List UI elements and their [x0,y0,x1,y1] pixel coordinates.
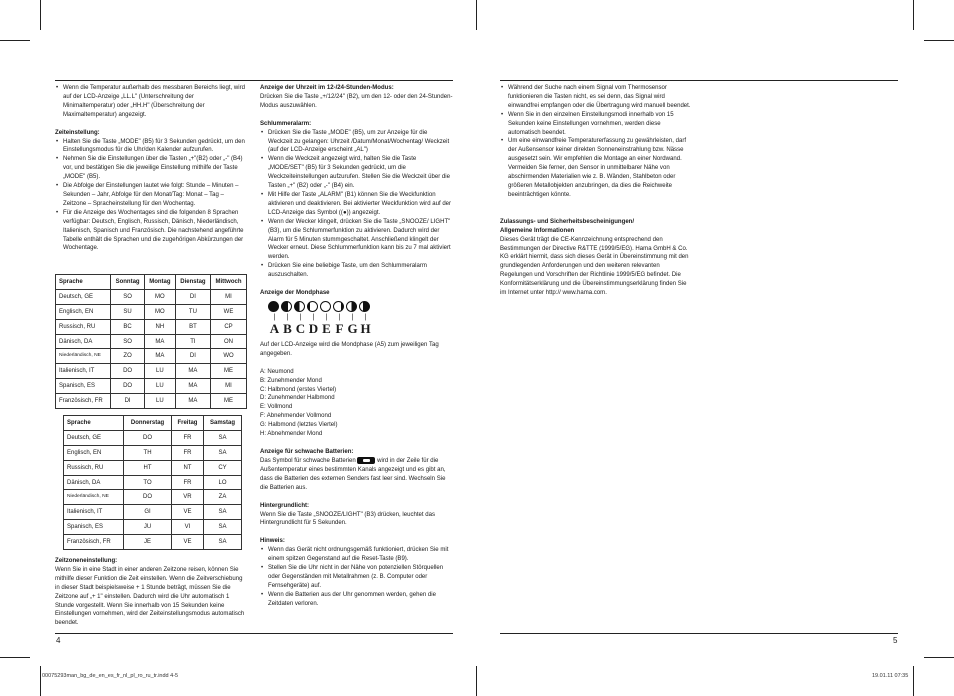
table-cell: Niederländisch, NE [56,349,111,364]
table-cell: MA [175,379,210,394]
zeit-bullet: • Nehmen Sie die Einstellungen über die Tasten „+"(B2) oder „-" (B4) vor, und bestätigen Sie die jeweilige Einstellung mithilfe der Taste „MODE" (B5). [55,155,247,182]
table-cell: Englisch, EN [64,445,124,460]
section-heading-zeit: Zeiteinstellung: [55,129,100,136]
table-row [56,289,247,304]
zeit-bullet: • Die Abfolge der Einstellungen lautet wie folgt: Stunde – Minuten – Sekunden – Jahr, Abfolge für den Monat/Tag: Monat – Tag – Zeitzone – Spracheinstellung für den Wochentag. [55,182,247,209]
table-row [64,520,242,535]
column-1 [55,84,247,253]
hint-bullet: • Wenn das Gerät nicht ordnungsgemäß funktioniert, drücken Sie mit einem spitzen Gegenstand auf die Reset-Taste (B9). [260,546,453,564]
table-row [64,535,242,550]
section-heading-ce-2: Allgemeine Informationen [500,227,575,234]
table-header-row [64,416,242,431]
footer-filename: 00075293man_bg_de_en_es_fr_nl_pl_ro_ru_tr.indd 4-5 [42,673,179,679]
table-cell: DI [111,394,145,409]
spine-mark [476,666,477,696]
moon-phase-letters [260,322,453,336]
table-cell: HT [124,460,172,475]
moon-phase-icons [260,301,453,312]
table-cell: SA [203,430,241,445]
table-cell: MA [175,394,210,409]
table-cell: VI [171,520,203,535]
table-cell: SO [111,289,145,304]
table-row [56,349,247,364]
moon-list-item: G: Halbmond (letztes Viertel) [260,422,338,429]
battery-text [260,457,453,493]
table-cell: FR [171,475,203,490]
bottom-rule-right [500,633,898,634]
info-bullet: • Während der Suche nach einem Signal vom Thermosensor funktionieren die Tasten nicht, es sei denn, das Signal wird einwandfrei empfangen oder die Übertragung wird manuell beendet. [500,84,692,111]
table-header-cell: Donnerstag [124,416,172,431]
moon-phase-c-icon [294,301,305,312]
table-row [64,475,242,490]
table-cell: ZA [203,490,241,505]
moon-letter: D [308,320,319,336]
table-cell: SA [203,505,241,520]
table-cell: MI [211,289,247,304]
table-header-cell: Sprache [64,416,124,431]
moon-letter: E [322,320,331,336]
table-row [56,334,247,349]
alarm-bullet: • Drücken Sie die Taste „MODE" (B5), um zur Anzeige für die Weckzeit zu gelangen: Uhrzeit /Datum/Monat/Wochentag/ Weckzeit (auf der LCD-Anzeige erscheint „AL") [260,129,453,156]
table-cell: WE [211,304,247,319]
table-row [56,394,247,409]
battery-text-end: wird in der Zeile für die Außentemperatur eines bestimmten Kanals angezeigt und es gibt an, dass die Batterien des externen Senders fast leer sind. Wechseln Sie die Batterien aus. [260,458,446,491]
table-header-cell: Dienstag [175,275,210,290]
moon-letter: H [360,320,371,336]
moon-list-item: E: Vollmond [260,404,293,411]
table-cell: VE [171,535,203,550]
table-cell: GI [124,505,172,520]
page-number-right: 5 [893,636,898,645]
table-row [64,460,242,475]
table-cell: NH [144,319,175,334]
column-3 [500,84,692,298]
table-cell: Italienisch, IT [56,364,111,379]
moon-letter: A [269,320,280,336]
table-cell: TU [175,304,210,319]
table-cell: CY [203,460,241,475]
hint-bullet: • Stellen Sie die Uhr nicht in der Nähe von potenziellen Störquellen oder Gegenständen mit Metallrahmen (z. B. Computer oder Fernsehgeräte) auf. [260,564,453,591]
moon-letter: F [335,320,344,336]
column-2 [260,84,453,609]
crop-mark [0,40,30,41]
section-heading-moon: Anzeige der Mondphase [260,290,330,297]
table-row [64,445,242,460]
moon-list-item: A: Neumond [260,368,294,375]
table-cell: BT [175,319,210,334]
table-row [64,505,242,520]
crop-mark [0,657,30,658]
alarm-bullet: • Mit Hilfe der Taste „ALARM" (B1) können Sie die Weckfunktion aktivieren und deaktivieren. Bei aktivierter Weckfunktion wird auf der LCD-Anzeige das Symbol ((●)) angezeigt. [260,191,453,218]
table-cell: WO [211,349,247,364]
moon-phase-h-icon [359,301,370,312]
table-cell: LO [203,475,241,490]
battery-text-start: Das Symbol für schwache Batterien [260,458,356,464]
timezone-section [55,557,247,628]
footer-timestamp: 19.01.11 07:35 [872,673,909,679]
moon-phase-b-icon [281,301,292,312]
table-row [56,379,247,394]
table-cell: MA [175,364,210,379]
zeit-bullet: • Halten Sie die Taste „MODE" (B5) für 3 Sekunden gedrückt, um den Einstellungsmodus für die Uhr/den Kalender aufzurufen. [55,138,247,156]
table-header-cell: Freitag [171,416,203,431]
moon-phase-g-icon [346,301,357,312]
table-row [56,319,247,334]
table-cell: Deutsch, GE [64,430,124,445]
table-cell: DO [111,379,145,394]
table-cell: ME [211,364,247,379]
moon-list-item: F: Abnehmender Vollmond [260,413,332,420]
info-bullet: • Wenn Sie in den einzelnen Einstellungsmodi innerhalb von 15 Sekunden keine Einstellungen vornehmen, werden diese automatisch beendet. [500,111,692,138]
table-cell: BC [111,319,145,334]
section-heading-zeitzone: Zeitzoneneinstellung: [55,558,118,564]
section-heading-12-24: Anzeige der Uhrzeit im 12-/24-Stunden-Modus: [260,85,394,91]
table-cell: TI [175,334,210,349]
table-cell: MI [211,379,247,394]
weekday-table-1 [55,274,247,409]
table-cell: JU [124,520,172,535]
table-row [56,304,247,319]
moon-phase-d-icon [307,301,318,312]
top-rule-right [500,80,898,81]
light-text: Wenn Sie die Taste „SNOOZE/LIGHT" (B3) drücken, leuchtet das Hintergrundlicht für 5 Sekunden. [260,511,436,527]
moon-phase-ticks: | | | | | | | | [273,313,367,321]
table-cell: Russisch, RU [56,319,111,334]
table-cell: SU [111,304,145,319]
table-cell: DI [175,349,210,364]
table-cell: Englisch, EN [56,304,111,319]
table-cell: LU [144,379,175,394]
table-cell: SA [203,445,241,460]
table-cell: VE [171,505,203,520]
alarm-bullet: • Wenn der Wecker klingelt, drücken Sie die Taste „SNOOZE/ LIGHT" (B3), um die Schlummerfunktion zu aktivieren. Dadurch wird der Alarm für 5 Minuten stummgeschaltet. Anschließend klingelt der Wecker erneut. Diese Schlummerfunktion kann bis zu 7 mal aktiviert werden. [260,218,453,263]
section-heading-alarm: Schlummeralarm: [260,120,312,127]
crop-mark [924,657,954,658]
table-cell: Deutsch, GE [56,289,111,304]
moon-letter: B [283,320,292,336]
table-cell: TH [124,445,172,460]
section-heading-hint: Hinweis: [260,538,285,545]
moon-letter: C [295,320,306,336]
table-cell: ON [211,334,247,349]
moon-letter: G [347,320,358,336]
table-cell: FR [171,445,203,460]
table-header-cell: Mittwoch [211,275,247,290]
table-cell: FR [171,430,203,445]
table-cell: DO [124,430,172,445]
table-header-cell: Sonntag [111,275,145,290]
table-cell: MA [144,334,175,349]
ce-text: Dieses Gerät trägt die CE-Kennzeichnung entsprechend den Bestimmungen der Directive R&TTE (1999/5/EG). Hama GmbH & Co. KG erklärt hiermit, dass sich dieses Gerät in Übereinstimmung mit den grundlegenden Anforderungen und den weiteren relevanten Regelungen und Vorschriften der Richtlinie 1999/5/EG befindet. Die Konformitätserklärung und die Übereinstimmungserklärung finden Sie im Internet unter http:// www.hama.com. [500,236,689,297]
table-cell: JE [124,535,172,550]
table-cell: Niederländisch, NE [64,490,124,505]
table-cell: LU [144,394,175,409]
table-cell: DO [111,364,145,379]
moon-list-item: D: Zunehmender Halbmond [260,395,335,402]
moon-phase-a-icon [268,301,279,312]
moon-list-item: H: Abnehmender Mond [260,431,323,438]
alarm-bullet: • Drücken Sie eine beliebige Taste, um den Schlummeralarm auszuschalten. [260,262,453,280]
table-header-cell: Montag [144,275,175,290]
crop-mark [40,0,41,30]
table-cell: LU [144,364,175,379]
section-heading-battery: Anzeige für schwache Batterien: [260,449,354,455]
table-cell: VR [171,490,203,505]
intro-bullet: • Wenn die Temperatur außerhalb des messbaren Bereichs liegt, wird auf der LCD-Anzeige „LL.L" (Unterschreitung der Minimaltemperatur) oder „HH.H" (Überschreitung der Maximaltemperatur) angezeigt. [55,84,247,120]
table-cell: MA [144,349,175,364]
table-cell: Französisch, FR [64,535,124,550]
mode-12-24-text: Drücken Sie die Taste „+/12/24" (B2), um den 12- oder den 24-Stunden-Modus auszuwählen. [260,93,453,109]
table-cell: Russisch, RU [64,460,124,475]
table-cell: SA [203,520,241,535]
moon-text: Auf der LCD-Anzeige wird die Mondphase (A5) zum jeweiligen Tag angegeben. [260,341,439,357]
table-header-cell: Samstag [203,416,241,431]
table-cell: Italienisch, IT [64,505,124,520]
table-cell: DO [124,490,172,505]
table-cell: Spanisch, ES [64,520,124,535]
table-cell: Dänisch, DA [56,334,111,349]
zeit-bullet: • Für die Anzeige des Wochentages sind die folgenden 8 Sprachen verfügbar: Deutsch, Englisch, Russisch, Dänisch, Niederländisch, Italienisch, Spanisch und Französisch. Die nachstehend angeführte Tabelle enthält die Sprachen und die zugehörigen Abkürzungen der Wochentage. [55,209,247,254]
spine-mark [476,0,477,30]
alarm-bullet: • Wenn die Weckzeit angezeigt wird, halten Sie die Taste „MODE/SET" (B5) für 3 Sekunden gedrückt, um die Weckzeiteinstellungen aufzurufen. Stellen Sie die Weckzeit über die Tasten „+" (B2) oder „-" (B4) ein. [260,155,453,191]
zeitzone-text: Wenn Sie in eine Stadt in einer anderen Zeitzone reisen, können Sie mithilfe dieser Funktion die Zeit einstellen. Wenn die Zeitverschiebung in dieser Stadt beispielsweise + 1 Stunde beträgt, müssen Sie die Zeitzone auf „+ 1" einstellen. Dadurch wird die Uhr automatisch 1 Stunde vorgestellt. Wenn Sie innerhalb von 15 Sekunden keine Einstellungen vornehmen, wird der Zeiteinstellungsmodus automatisch beendet. [55,566,245,627]
page-number-left: 4 [56,636,61,645]
crop-mark [913,666,914,696]
crop-mark [924,40,954,41]
bottom-rule-left [55,633,453,634]
table-row [64,490,242,505]
top-rule-left [55,80,453,81]
table-cell: DI [175,289,210,304]
moon-phase-e-icon [320,301,331,312]
table-cell: NT [171,460,203,475]
table-header-row [56,275,247,290]
moon-phase-f-icon [333,301,344,312]
table-cell: Spanisch, ES [56,379,111,394]
table-cell: SA [203,535,241,550]
hint-bullet: • Wenn die Batterien aus der Uhr genommen werden, gehen die Zeitdaten verloren. [260,591,453,609]
crop-mark [913,0,914,30]
table-cell: MO [144,304,175,319]
table-row [64,430,242,445]
table-cell: ZO [111,349,145,364]
crop-mark [40,666,41,696]
section-heading-light: Hintergrundlicht: [260,502,310,509]
table-cell: ME [211,394,247,409]
moon-list-item: C: Halbmond (erstes Viertel) [260,386,337,393]
table-cell: MO [144,289,175,304]
table-cell: Französisch, FR [56,394,111,409]
table-cell: TO [124,475,172,490]
table-row [56,364,247,379]
low-battery-icon [357,457,375,464]
table-cell: SO [111,334,145,349]
weekday-table-2 [63,415,242,550]
table-cell: Dänisch, DA [64,475,124,490]
moon-list-item: B: Zunehmender Mond [260,377,322,384]
info-bullet: • Um eine einwandfreie Temperaturerfassung zu gewährleisten, darf der Außensensor keiner direkten Sonneneinstrahlung bzw. Nässe ausgesetzt sein. Wir empfehlen die Montage an einer Nordwand. Vermeiden Sie ferner, den Sensor in unmittelbarer Nähe von abschirmenden Materialien wie z. B. Wänden, Stahlbeton oder größeren Metallobjekten anzubringen, da dies die Reichweite beeinträchtigen könnte. [500,137,692,199]
table-cell: CP [211,319,247,334]
section-heading-ce-1: Zulassungs- und Sicherheitsbescheinigungen/ [500,218,635,225]
table-header-cell: Sprache [56,275,111,290]
